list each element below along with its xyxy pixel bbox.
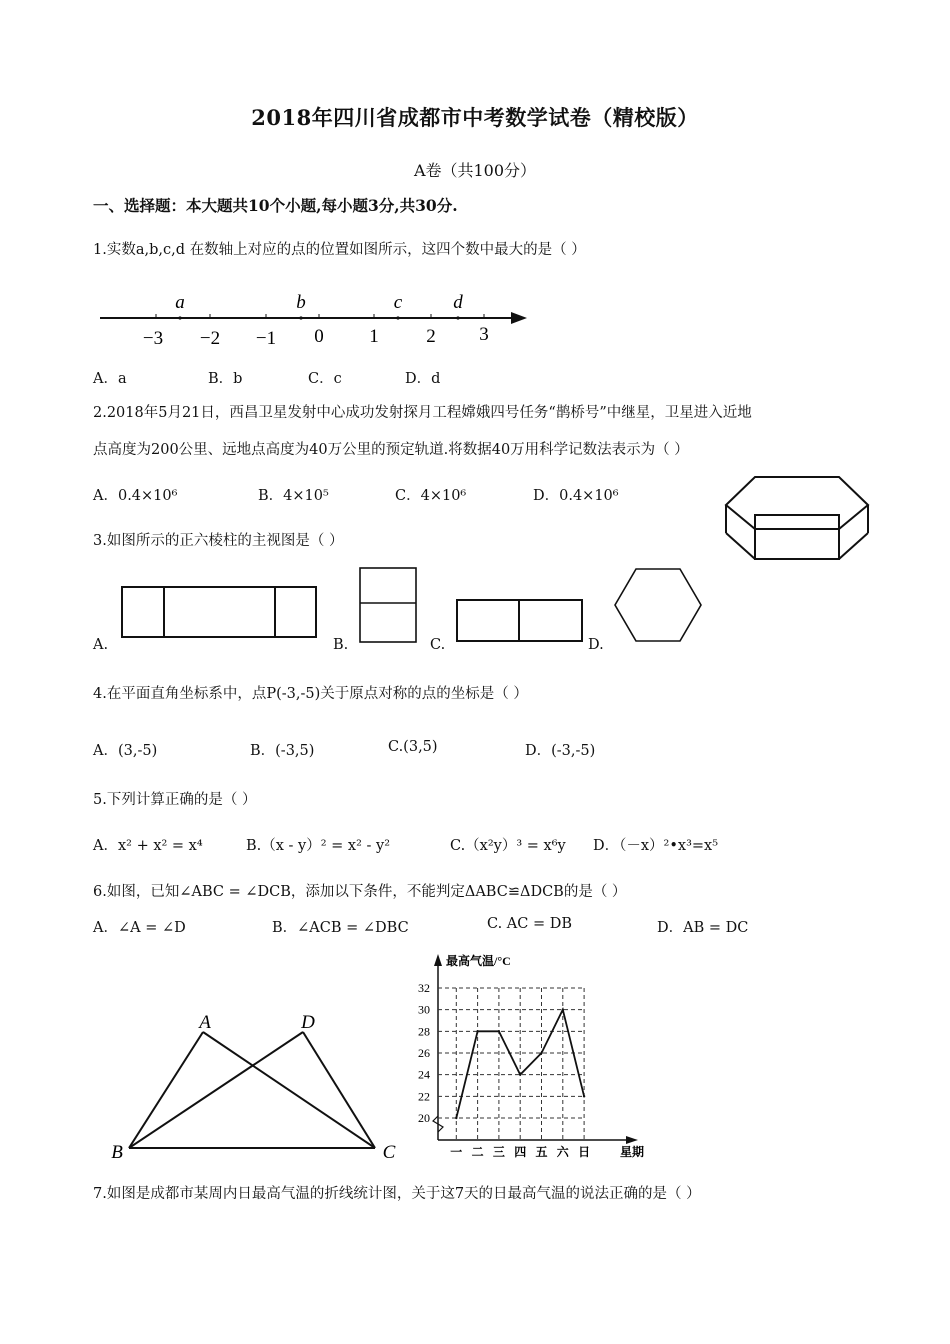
tick-label: 3 bbox=[479, 324, 489, 345]
q3-figure-a bbox=[120, 585, 320, 641]
data-point bbox=[519, 1073, 521, 1075]
data-point bbox=[540, 1052, 542, 1054]
point-a bbox=[178, 316, 181, 319]
q2-option-d[interactable]: D．0.4×10⁶ bbox=[533, 488, 619, 504]
tick-label: −3 bbox=[142, 328, 164, 349]
q1-option-b[interactable]: B．b bbox=[208, 371, 243, 387]
q3-option-d[interactable]: D. bbox=[588, 637, 604, 653]
vertex-label-a: A bbox=[199, 1012, 211, 1033]
tick-label: 1 bbox=[369, 326, 379, 347]
vertex-label-d: D bbox=[301, 1012, 315, 1033]
q4-option-d[interactable]: D．(-3,-5) bbox=[525, 743, 596, 759]
hexagonal-prism-figure bbox=[722, 473, 872, 565]
q4-option-a[interactable]: A．(3,-5) bbox=[93, 743, 158, 759]
page-title: 2018年四川省成都市中考数学试卷（精校版） bbox=[251, 105, 699, 130]
q1-option-c[interactable]: C．c bbox=[308, 371, 342, 387]
question-7-text: 7.如图是成都市某周内日最高气温的折线统计图，关于这7天的日最高气温的说法正确的是（ ） bbox=[93, 1186, 701, 1202]
tick-label: 2 bbox=[426, 326, 436, 347]
x-tick-label: 日 bbox=[578, 1145, 591, 1159]
q5-option-c[interactable]: C.（x²y）³ = x⁶y bbox=[450, 838, 566, 854]
q5-option-b[interactable]: B.（x - y）² = x² - y² bbox=[246, 838, 391, 854]
point-label-a: a bbox=[175, 292, 185, 313]
q3-option-c[interactable]: C. bbox=[430, 637, 446, 653]
page-subtitle: A卷（共100分） bbox=[413, 161, 537, 180]
number-line-figure bbox=[90, 284, 540, 354]
vertex-label-b: B bbox=[111, 1142, 123, 1163]
q2-option-b[interactable]: B．4×10⁵ bbox=[258, 488, 329, 504]
tick-label: 0 bbox=[314, 326, 324, 347]
q2-option-c[interactable]: C．4×10⁶ bbox=[395, 488, 467, 504]
question-2-line2: 点高度为200公里、远地点高度为40万公里的预定轨道.将数据40万用科学记数法表示为（ ） bbox=[93, 442, 689, 458]
x-tick-label: 一 bbox=[450, 1145, 463, 1159]
y-tick-label: 24 bbox=[418, 1067, 430, 1082]
tick-label: −2 bbox=[199, 328, 221, 349]
vertex-label-c: C bbox=[382, 1142, 396, 1163]
x-tick-labels bbox=[450, 1144, 590, 1159]
y-tick-label: 28 bbox=[418, 1024, 430, 1039]
x-tick-label: 三 bbox=[492, 1145, 505, 1159]
y-tick-label: 22 bbox=[418, 1089, 430, 1104]
q6-option-b[interactable]: B．∠ACB = ∠DBC bbox=[272, 920, 409, 936]
q3-figure-c bbox=[455, 598, 585, 644]
x-axis-label: 星期 bbox=[620, 1145, 645, 1159]
data-point bbox=[562, 1008, 564, 1010]
question-3-text: 3.如图所示的正六棱柱的主视图是（ ） bbox=[93, 533, 344, 549]
q3-figure-b bbox=[358, 566, 420, 644]
tick-label: −1 bbox=[255, 328, 277, 349]
point-d bbox=[456, 316, 459, 319]
q6-option-a[interactable]: A．∠A = ∠D bbox=[93, 920, 186, 936]
data-point bbox=[583, 1095, 585, 1097]
y-tick-label: 30 bbox=[418, 1002, 430, 1017]
question-1-text: 1.实数a,b,c,d 在数轴上对应的点的位置如图所示，这四个数中最大的是（ ） bbox=[93, 242, 586, 258]
triangles-figure bbox=[105, 1008, 405, 1166]
q2-option-a[interactable]: A．0.4×10⁶ bbox=[93, 488, 178, 504]
q5-option-d[interactable]: D．（－x）²•x³=x⁵ bbox=[593, 838, 719, 854]
q4-option-c[interactable]: C.(3,5) bbox=[388, 739, 438, 755]
question-4-text: 4.在平面直角坐标系中，点P(-3,-5)关于原点对称的点的坐标是（ ） bbox=[93, 686, 528, 702]
temperature-line-chart bbox=[400, 946, 655, 1166]
section-heading: 一、选择题：本大题共10个小题,每小题3分,共30分. bbox=[93, 196, 458, 215]
x-tick-label: 四 bbox=[514, 1145, 527, 1159]
y-tick-labels bbox=[418, 981, 430, 1125]
q3-option-a[interactable]: A. bbox=[93, 637, 109, 653]
y-tick-label: 32 bbox=[418, 981, 430, 995]
y-tick-label: 20 bbox=[418, 1111, 430, 1125]
point-c bbox=[396, 316, 399, 319]
y-axis-label: 最高气温/°C bbox=[446, 954, 511, 968]
q6-option-c[interactable]: C. AC = DB bbox=[487, 916, 573, 932]
q1-option-a[interactable]: A．a bbox=[93, 371, 127, 387]
q5-option-a[interactable]: A．x² + x² = x⁴ bbox=[93, 838, 203, 854]
x-tick-label: 五 bbox=[535, 1145, 548, 1159]
point-label-d: d bbox=[453, 292, 463, 313]
data-point bbox=[455, 1117, 457, 1119]
x-tick-label: 六 bbox=[556, 1145, 569, 1159]
question-6-text: 6.如图，已知∠ABC = ∠DCB，添加以下条件，不能判定ΔABC≌ΔDCB的是（ ） bbox=[93, 884, 627, 900]
q3-figure-d bbox=[612, 566, 704, 644]
q6-option-d[interactable]: D．AB = DC bbox=[657, 920, 749, 936]
y-tick-label: 26 bbox=[418, 1046, 430, 1060]
q3-option-b[interactable]: B. bbox=[333, 637, 349, 653]
data-point bbox=[476, 1030, 478, 1032]
data-point bbox=[498, 1030, 500, 1032]
point-label-c: c bbox=[393, 292, 403, 313]
point-b bbox=[299, 316, 302, 319]
q4-option-b[interactable]: B．(-3,5) bbox=[250, 743, 315, 759]
point-label-b: b bbox=[296, 292, 306, 313]
x-tick-label: 二 bbox=[471, 1145, 484, 1159]
q1-option-d[interactable]: D．d bbox=[405, 371, 441, 387]
question-5-text: 5.下列计算正确的是（ ） bbox=[93, 792, 257, 808]
question-2-line1: 2.2018年5月21日，西昌卫星发射中心成功发射探月工程嫦娥四号任务“鹊桥号”中继星，卫星进入近地 bbox=[93, 405, 752, 421]
